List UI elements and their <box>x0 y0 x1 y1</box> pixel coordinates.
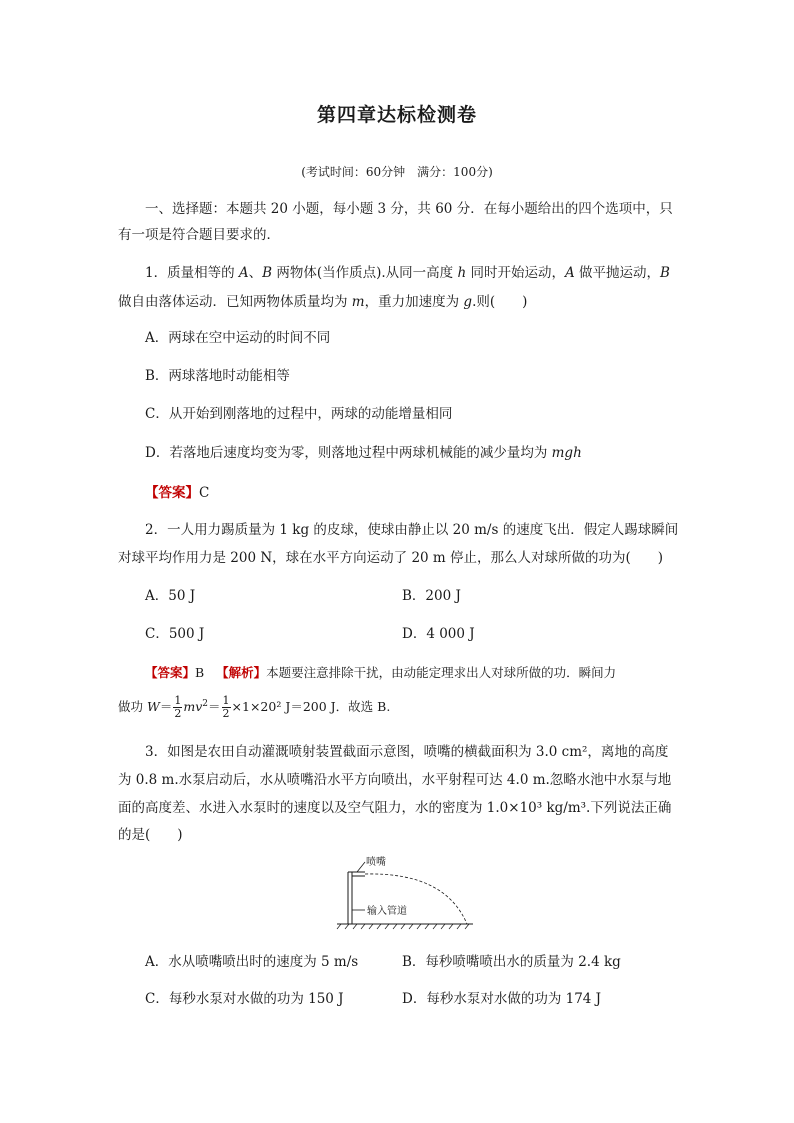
question-2-option-d: D．4 000 J <box>402 626 475 642</box>
question-3-line1: 3．如图是农田自动灌溉喷射装置截面示意图，喷嘴的横截面积为 3.0 cm²，离地的高度 <box>145 744 669 760</box>
question-3-option-c: C．每秒水泵对水做的功为 150 J <box>145 991 344 1007</box>
section-heading-line1: 一、选择题：本题共 20 小题，每小题 3 分，共 60 分．在每小题给出的四个选项中，只 <box>145 201 673 217</box>
question-3-line2: 为 0.8 m.水泵启动后，水从喷嘴沿水平方向喷出，水平射程可达 4.0 m.忽略水池中水泵与地 <box>118 772 672 788</box>
question-1-option-c: C．从开始到刚落地的过程中，两球的动能增量相同 <box>145 406 453 422</box>
question-2-line1: 2．一人用力踢质量为 1 kg 的皮球，使球由静止以 20 m/s 的速度飞出．假定人踢球瞬间 <box>145 522 679 538</box>
analysis-tag: 【解析】 <box>216 665 267 680</box>
question-2-option-c: C．500 J <box>145 626 205 642</box>
question-1-option-a: A．两球在空中运动的时间不同 <box>145 330 331 346</box>
irrigation-diagram <box>335 852 475 932</box>
question-3-line4: 的是( ) <box>118 827 183 843</box>
question-1-answer: 【答案】C <box>145 485 210 501</box>
section-heading-line2: 有一项是符合题目要求的． <box>118 227 280 243</box>
question-2-option-b: B．200 J <box>402 588 461 604</box>
question-3-option-a: A．水从喷嘴喷出时的速度为 5 m/s <box>145 954 359 970</box>
page-title: 第四章达标检测卷 <box>316 104 477 126</box>
exam-info: (考试时间：60分钟 满分：100分) <box>301 165 493 179</box>
question-2-answer-analysis: 【答案】B 【解析】本题要注意排除干扰，由动能定理求出人对球所做的功．瞬间力 <box>145 665 617 680</box>
nozzle-label: 喷嘴 <box>366 857 386 868</box>
pipe-label: 输入管道 <box>367 906 407 917</box>
question-3-option-d: D．每秒水泵对水做的功为 174 J <box>402 991 602 1007</box>
answer-tag: 【答案】 <box>145 485 199 501</box>
question-2-analysis-formula: 做功 W＝ $\frac{1}{2}$ $mv^2=$ $\frac{1}{2}$ ×1×20² J＝200 J．故选 B. <box>118 694 391 721</box>
question-1-option-d: D．若落地后速度均变为零，则落地过程中两球机械能的减少量均为 mgh <box>145 445 582 461</box>
question-1-line1: 1．质量相等的 A、B 两物体(当作质点).从同一高度 h 同时开始运动，A 做平抛运动，B <box>145 265 670 281</box>
question-1-option-b: B．两球落地时动能相等 <box>145 368 290 384</box>
question-2-line2: 对球平均作用力是 200 N，球在水平方向运动了 20 m 停止，那么人对球所做的功为( ) <box>118 550 664 566</box>
fraction-half: $\frac{1}{2}$ <box>222 694 230 721</box>
answer-tag: 【答案】 <box>145 665 196 680</box>
question-3-option-b: B．每秒喷嘴喷出水的质量为 2.4 kg <box>402 954 621 970</box>
question-2-option-a: A．50 J <box>145 588 196 604</box>
fraction-half: $\frac{1}{2}$ <box>174 694 182 721</box>
question-3-line3: 面的高度差、水进入水泵时的速度以及空气阻力，水的密度为 1.0×10³ kg/m³.下列说法正确 <box>118 800 672 816</box>
question-1-line2: 做自由落体运动．已知两物体质量均为 m，重力加速度为 g.则( ) <box>118 294 528 310</box>
